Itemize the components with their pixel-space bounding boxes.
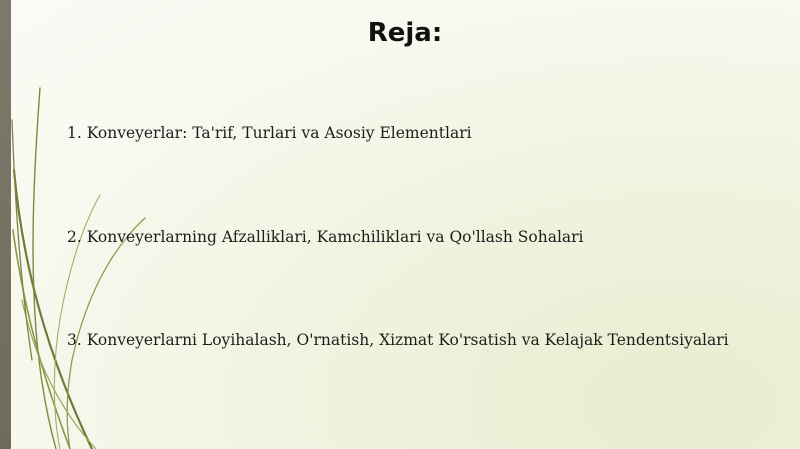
slide-title: Reja: [367, 18, 443, 48]
left-accent-bar [0, 0, 11, 449]
list-item: 3. Konveyerlarni Loyihalash, O'rnatish, Xizmat Ko'rsatish va Kelajak Tendentsiyalari [67, 331, 729, 349]
list-item: 2. Konveyerlarning Afzalliklari, Kamchiliklari va Qo'llash Sohalari [67, 228, 584, 246]
list-item: 1. Konveyerlar: Ta'rif, Turlari va Asosiy Elementlari [67, 124, 472, 142]
